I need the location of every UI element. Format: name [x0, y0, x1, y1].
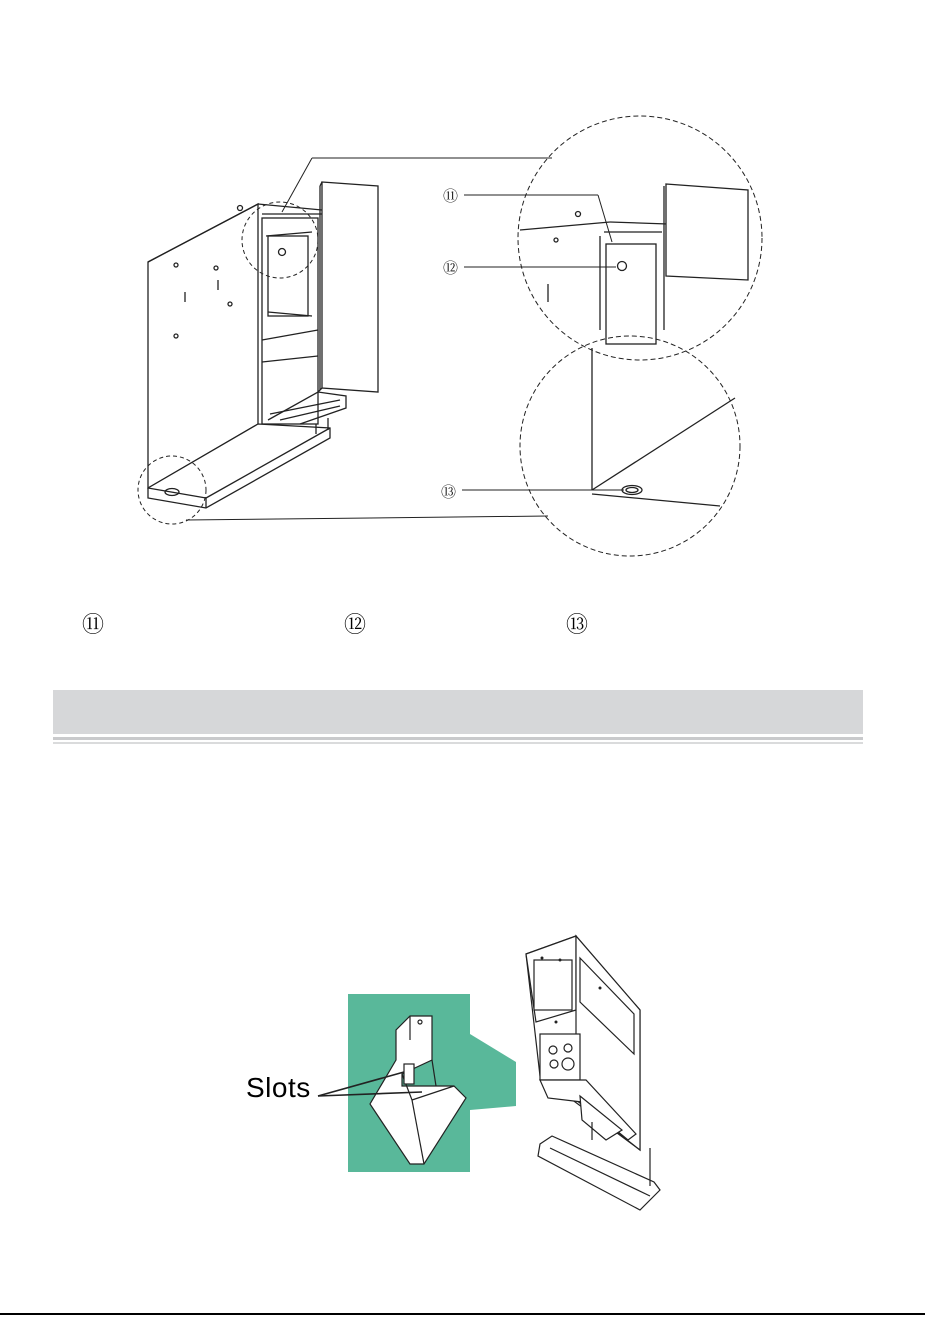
callout-12-symbol: ⑫ — [344, 613, 367, 638]
slots-label: Slots — [246, 1072, 311, 1103]
page-bottom-rule — [0, 1313, 925, 1315]
diagram-callout-11: ⑪ — [443, 187, 459, 205]
diagram-callout-13: ⑬ — [441, 483, 457, 501]
callout-11-symbol: ⑪ — [82, 613, 105, 638]
diagram-callout-12: ⑫ — [443, 259, 459, 277]
callout-13-symbol: ⑬ — [566, 613, 589, 638]
